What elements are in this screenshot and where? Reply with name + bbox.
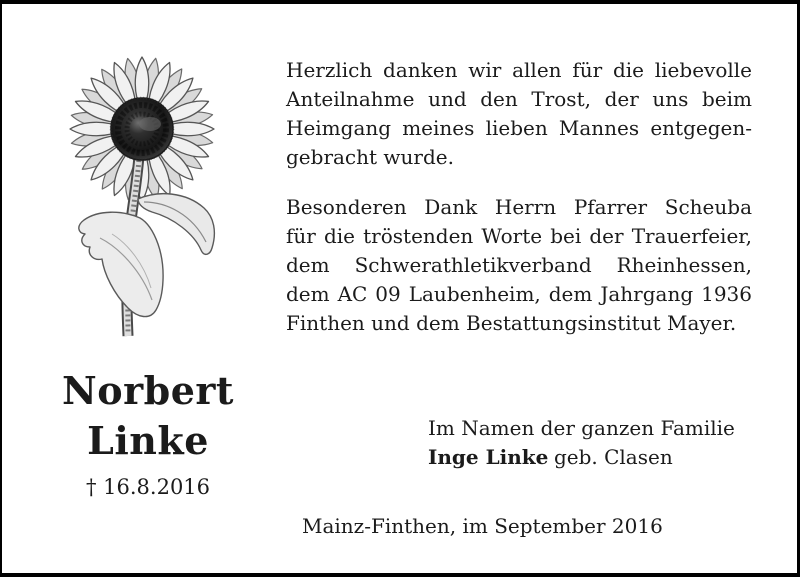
text-line: Besonderen Dank Herrn Pfarrer Scheuba	[286, 195, 752, 219]
deceased-first-name: Norbert	[62, 368, 234, 413]
text-line: gebracht wurde.	[286, 145, 454, 169]
deceased-last-name: Linke	[87, 418, 209, 463]
deceased-name-block	[28, 366, 268, 499]
thanks-text-column	[286, 56, 752, 338]
paragraph-thanks	[286, 56, 752, 172]
text-line: dem Schwerathletikverband Rheinhessen,	[286, 253, 752, 277]
sunflower-icon	[54, 52, 246, 344]
text-line: dem AC 09 Laubenheim, dem Jahrgang 1936	[286, 282, 752, 306]
family-intro-line: Im Namen der ganzen Familie	[428, 416, 735, 440]
family-name-suffix: geb. Clasen	[553, 445, 673, 469]
place-date-line: Mainz-Finthen, im September 2016	[302, 514, 663, 538]
family-name-line	[428, 443, 735, 472]
family-signature	[428, 414, 735, 472]
text-line: für die tröstenden Worte bei der Trauerfeier,	[286, 224, 752, 248]
family-name: Inge Linke	[428, 445, 549, 469]
text-line: Finthen und dem Bestattungsinstitut Mayer.	[286, 311, 737, 335]
sunflower-illustration	[54, 52, 246, 344]
death-date: † 16.8.2016	[85, 475, 211, 499]
paragraph-special-thanks	[286, 193, 752, 338]
text-line: Anteilnahme und den Trost, der uns beim	[286, 87, 752, 111]
text-line: Herzlich danken wir allen für die liebevolle	[286, 58, 752, 82]
text-line: Heimgang meines lieben Mannes entgegen-	[286, 116, 752, 140]
